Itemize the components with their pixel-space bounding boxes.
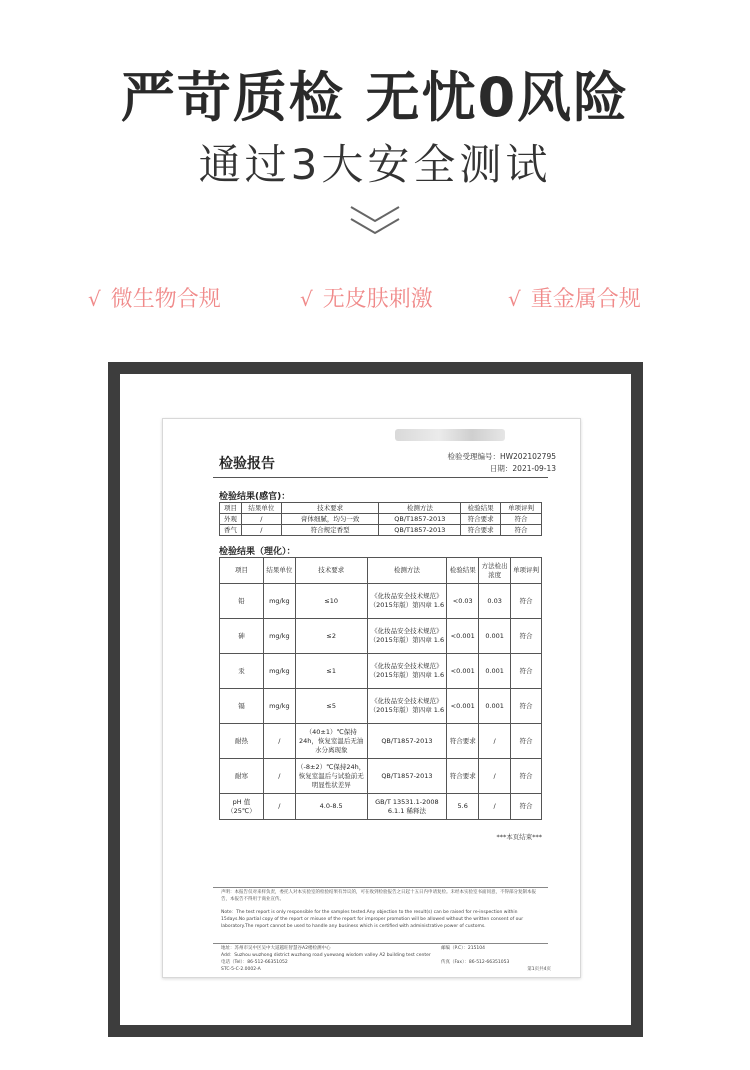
cell: 符合 <box>511 619 542 654</box>
footer-rule <box>213 887 548 888</box>
cell: 符合要求 <box>447 759 479 794</box>
address-cn: 地址：苏州市吴中区吴中大道越旺智慧谷A2楼检测中心 <box>221 946 331 951</box>
table-row <box>220 654 542 689</box>
picture-frame <box>108 362 643 1037</box>
cell: <0.03 <box>447 584 479 619</box>
col-header: 项目 <box>220 558 264 584</box>
cell: <0.001 <box>447 654 479 689</box>
table-row <box>220 514 542 525</box>
headline: 严苛质检 无忧0风险 <box>120 66 630 129</box>
check-item-microbe <box>88 282 221 313</box>
check-item-skin <box>300 282 433 313</box>
cell: 耐寒 <box>220 759 264 794</box>
col-header: 检验结果 <box>447 558 479 584</box>
cell: GB/T 13531.1-2008 6.1.1 稀释法 <box>367 794 447 820</box>
form-number: STC-5-C-2.0002-A <box>221 967 261 972</box>
cell: 外观 <box>220 514 242 525</box>
cell: 汞 <box>220 654 264 689</box>
cell: pH 值（25℃） <box>220 794 264 820</box>
cell: QB/T1857-2013 <box>367 724 447 759</box>
table-row <box>220 689 542 724</box>
cell: QB/T1857-2013 <box>367 759 447 794</box>
cell: mg/kg <box>263 584 295 619</box>
check-list <box>0 282 750 316</box>
cell: 耐热 <box>220 724 264 759</box>
cell: 《化妆品安全技术规范》（2015年版）第四章 1.6 <box>367 689 447 724</box>
cell: 镉 <box>220 689 264 724</box>
table-row <box>220 794 542 820</box>
cell: / <box>263 724 295 759</box>
cell: 0.001 <box>479 619 511 654</box>
chevron-down-icon <box>349 205 401 239</box>
col-header: 结果单位 <box>241 503 281 514</box>
col-header: 技术要求 <box>281 503 379 514</box>
footnote-cn: 声明：本报告仅对来样负责，委托人对本实验室的检验结果有异议的，可在收到检验报告之日起十五日内申请复检。未经本实验室书面同意，不得部分复制本报告，本报告不得用于商业宣传。 <box>221 890 536 902</box>
cell: 符合 <box>511 584 542 619</box>
cell: 符合 <box>501 525 542 536</box>
report-meta <box>447 451 556 475</box>
footnote-en: Note：The test report is only responsible for the samples tested.Any objection to the result(s) can be raised for re-inspection within 15days.No partial copy of the report or misuse of the report for improper promotion will be allowed without the written consent of our laboratory.The report cannot be used to handle any business which is certified with administrative power of customs. <box>221 910 524 929</box>
col-header: 项目 <box>220 503 242 514</box>
postcode: 邮编（P.C）：215104 <box>441 946 486 951</box>
report-title: 检验报告 <box>219 456 275 472</box>
cell: 0.001 <box>479 689 511 724</box>
cell: 香气 <box>220 525 242 536</box>
test-report-document <box>162 418 581 978</box>
form-line <box>221 966 551 973</box>
table-row <box>220 759 542 794</box>
cell: mg/kg <box>263 654 295 689</box>
cell: <0.001 <box>447 689 479 724</box>
subline: 通过3大安全测试 <box>198 140 552 189</box>
redacted-header <box>395 429 505 441</box>
frame-mat <box>120 374 631 1025</box>
cell: ≤1 <box>295 654 367 689</box>
address-line-en <box>221 952 551 959</box>
footer-rule-2 <box>213 943 548 944</box>
col-header: 结果单位 <box>263 558 295 584</box>
contact-line <box>221 959 551 966</box>
cell: 符合 <box>511 724 542 759</box>
cell: / <box>241 525 281 536</box>
table-header-row <box>220 503 542 514</box>
table-row <box>220 525 542 536</box>
cell: QB/T1857-2013 <box>379 514 461 525</box>
page-end-note: ***本页结束*** <box>496 833 542 841</box>
cell: 5.6 <box>447 794 479 820</box>
cell: 符合要求 <box>461 514 501 525</box>
cell: 符合 <box>511 794 542 820</box>
cell: 铅 <box>220 584 264 619</box>
sensory-section-title: 检验结果(感官)： <box>219 492 291 502</box>
cell: （40±1）℃保持24h，恢复室温后无油水分离现象 <box>295 724 367 759</box>
physchem-table <box>219 557 542 820</box>
col-header: 检测方法 <box>367 558 447 584</box>
check-icon: √ <box>88 287 101 311</box>
cell: 0.001 <box>479 654 511 689</box>
page-number: 第1页共4页 <box>527 967 551 972</box>
table-row <box>220 724 542 759</box>
cell: 《化妆品安全技术规范》（2015年版）第四章 1.6 <box>367 619 447 654</box>
cell: 0.03 <box>479 584 511 619</box>
cell: 《化妆品安全技术规范》（2015年版）第四章 1.6 <box>367 584 447 619</box>
cell: ≤10 <box>295 584 367 619</box>
cell: / <box>263 794 295 820</box>
cell: 符合要求 <box>461 525 501 536</box>
address-line-cn <box>221 945 551 952</box>
cell: 符合 <box>501 514 542 525</box>
cell: ≤2 <box>295 619 367 654</box>
cell: QB/T1857-2013 <box>379 525 461 536</box>
check-item-heavy-metal <box>508 282 641 313</box>
telephone: 电话（Tel）：86-512-66351052 <box>221 960 288 965</box>
cell: 《化妆品安全技术规范》（2015年版）第四章 1.6 <box>367 654 447 689</box>
cell: / <box>241 514 281 525</box>
cell: 膏体细腻，均匀一致 <box>281 514 379 525</box>
cell: 砷 <box>220 619 264 654</box>
address-en: Add：Suzhou wuzhong district wuzhong road yuewang wisdom valley A2 building test center <box>221 953 431 958</box>
cell: mg/kg <box>263 689 295 724</box>
cell: 符合规定香型 <box>281 525 379 536</box>
cell: mg/kg <box>263 619 295 654</box>
cell: / <box>263 759 295 794</box>
col-header: 方法检出浓度 <box>479 558 511 584</box>
check-icon: √ <box>508 287 521 311</box>
cell: 符合 <box>511 759 542 794</box>
col-header: 单项评判 <box>501 503 542 514</box>
cell: <0.001 <box>447 619 479 654</box>
accept-number: 检验受理编号：HW202102795 <box>447 452 556 461</box>
check-label: 微生物合规 <box>110 287 221 312</box>
col-header: 检测方法 <box>379 503 461 514</box>
physchem-section-title: 检验结果（理化）： <box>219 547 296 557</box>
check-label: 重金属合规 <box>530 287 641 312</box>
header-rule <box>213 477 548 478</box>
cell: 符合 <box>511 654 542 689</box>
col-header: 单项评判 <box>511 558 542 584</box>
col-header: 检验结果 <box>461 503 501 514</box>
cell: ≤5 <box>295 689 367 724</box>
cell: / <box>479 724 511 759</box>
sensory-table <box>219 502 542 536</box>
cell: 符合要求 <box>447 724 479 759</box>
table-row <box>220 619 542 654</box>
check-label: 无皮肤刺激 <box>322 287 433 312</box>
cell: / <box>479 794 511 820</box>
cell: / <box>479 759 511 794</box>
table-row <box>220 584 542 619</box>
fax: 传真（Fax）：86-512-66351053 <box>441 960 510 965</box>
report-date: 日期：2021-09-13 <box>489 464 556 473</box>
check-icon: √ <box>300 287 313 311</box>
cell: 符合 <box>511 689 542 724</box>
col-header: 技术要求 <box>295 558 367 584</box>
cell: （-8±2）℃保持24h，恢复室温后与试验前无明显性状差异 <box>295 759 367 794</box>
table-header-row <box>220 558 542 584</box>
cell: 4.0-8.5 <box>295 794 367 820</box>
